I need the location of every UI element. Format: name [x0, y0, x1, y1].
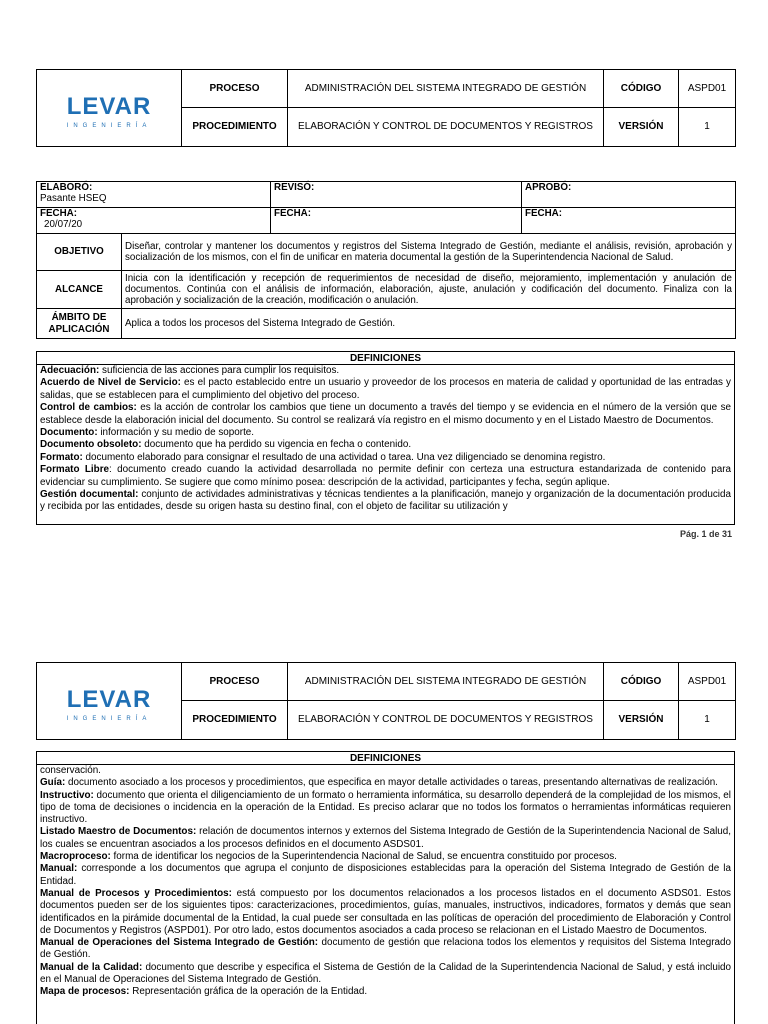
- codigo-value: ASPD01: [679, 70, 736, 108]
- version-label: VERSIÓN: [604, 701, 679, 739]
- page1-header-table: [36, 69, 736, 147]
- codigo-label: CÓDIGO: [604, 70, 679, 108]
- definition-text: relación de documentos internos y externos del Sistema Integrado de Gestión de la Superintendencia Nacional de Salud, los cuales se encuentran asociados a los procesos definidos en el documento ASDS01.: [40, 826, 732, 850]
- definition-text: documento de gestión que relaciona todos los elementos y requisitos del Sistema Integrado de Gestión.: [40, 937, 731, 961]
- definition-term: Instructivo:: [40, 789, 94, 801]
- definition-entry: [40, 365, 731, 377]
- ambito-label: ÁMBITO DE APLICACIÓN: [37, 309, 122, 339]
- definition-entry: [40, 427, 731, 439]
- definition-text: : documento creado cuando la actividad desarrollada no permite definir con certeza una estructura estandarizada de contenido para evidenciar su cumplimiento. Se sugiere que como mínimo posea: descripción de la actividad, participantes y fecha, según aplique.: [40, 464, 732, 488]
- definition-text: documento que describe y especifica el Sistema de Gestión de la Calidad de la Superintendencia Nacional de Salud, y está incluido en el Manual de Operaciones del Sistema Integrado de Gestión.: [40, 961, 731, 986]
- fecha-label: FECHA:: [40, 208, 78, 219]
- alcance-text: Inicia con la identificación y recepción de requerimientos de necesidad de diseño, mejoramiento, implementación y anulación de documentos. Continúa con el análisis de información, elaboración, ajuste, anulación y codificación del documento. Finaliza con la aprobación y socialización de la creación, modificación o anulación.: [122, 271, 736, 309]
- fecha-aprobo-label: FECHA:: [522, 208, 736, 234]
- definition-term: Control de cambios:: [40, 402, 137, 414]
- procedimiento-value: ELABORACIÓN Y CONTROL DE DOCUMENTOS Y REGISTROS: [288, 701, 604, 739]
- definition-entry: [40, 439, 731, 451]
- definition-entry: [40, 863, 731, 888]
- levar-logo-icon: [39, 663, 179, 735]
- fecha-reviso-label: FECHA:: [271, 208, 522, 234]
- proceso-value: ADMINISTRACIÓN DEL SISTEMA INTEGRADO DE GESTIÓN: [288, 663, 604, 701]
- proceso-label: PROCESO: [182, 70, 288, 108]
- definition-term: Mapa de procesos:: [40, 986, 130, 998]
- definition-term: Manual de Operaciones del Sistema Integrado de Gestión:: [40, 937, 319, 949]
- definition-term: Documento:: [40, 427, 98, 439]
- definition-entry: [40, 402, 731, 427]
- definition-entry: [40, 452, 731, 464]
- version-value: 1: [679, 108, 736, 146]
- reviso-label: REVISÓ:: [271, 182, 522, 208]
- definition-entry: [40, 851, 731, 863]
- definition-text: es el pacto establecido entre un usuario y proveedor de los procesos en materia de calidad y oportunidad de las entradas y salidas, que se establecen para el cumplimiento del objetivo del proceso.: [40, 377, 731, 401]
- definiciones-title-page2: DEFINICIONES: [37, 752, 734, 765]
- definition-entry: [40, 464, 731, 489]
- definition-entry: [40, 986, 731, 998]
- ambito-text: Aplica a todos los procesos del Sistema Integrado de Gestión.: [122, 309, 736, 339]
- definition-text: corresponde a los documentos que agrupa el conjunto de disposiciones establecidas para la operación del Sistema Integrado de Gestión de la Entidad.: [40, 863, 731, 887]
- elaboro-value: Pasante HSEQ: [40, 193, 107, 205]
- codigo-value: ASPD01: [679, 663, 736, 701]
- definition-term: Adecuación:: [40, 365, 100, 376]
- definition-text: forma de identificar los negocios de la Superintendencia Nacional de Salud, se encuentra constituido por procesos.: [110, 851, 617, 863]
- page1-definitions-box: [36, 351, 735, 525]
- definition-entry: [40, 489, 731, 514]
- proceso-value: ADMINISTRACIÓN DEL SISTEMA INTEGRADO DE GESTIÓN: [288, 70, 604, 108]
- page2-definitions-box: [36, 751, 735, 1024]
- definition-term: Manual:: [40, 863, 78, 875]
- codigo-label: CÓDIGO: [604, 663, 679, 701]
- logo-subtitle: INGENIERÍA: [66, 716, 152, 722]
- definiciones-title: DEFINICIONES: [37, 352, 734, 365]
- definition-term: Guía:: [40, 777, 66, 789]
- definition-term: Gestión documental:: [40, 489, 139, 501]
- procedimiento-value: ELABORACIÓN Y CONTROL DE DOCUMENTOS Y REGISTROS: [288, 108, 604, 146]
- definition-entry: [40, 790, 731, 827]
- definition-term: Macroproceso:: [40, 851, 111, 863]
- objetivo-label: OBJETIVO: [37, 234, 122, 271]
- proceso-label: PROCESO: [182, 663, 288, 701]
- definition-entry: [40, 377, 731, 402]
- page1-definitions-list: [37, 365, 734, 514]
- definition-text: Representación gráfica de la operación de la Entidad.: [129, 986, 368, 998]
- fecha-elaboro-cell: [37, 208, 271, 234]
- version-label: VERSIÓN: [604, 108, 679, 146]
- definition-entry: [40, 888, 731, 937]
- definition-entry: [40, 777, 731, 789]
- version-value: 1: [679, 701, 736, 739]
- definition-text: información y su medio de soporte.: [97, 427, 255, 439]
- definition-term: Listado Maestro de Documentos:: [40, 826, 197, 838]
- logo-wordmark: LEVAR: [66, 93, 152, 120]
- definition-text: conjunto de actividades administrativas y técnicas tendientes a la planificación, manejo y organización de la documentación producida y recibida por las entidades, desde su origen hasta su destino final, con el objeto de facilitar su utilización y: [40, 489, 731, 513]
- levar-logo-icon: [39, 70, 179, 142]
- continuation-text: conservación.: [40, 765, 101, 776]
- elaboro-cell: [37, 182, 271, 208]
- page-number: Pág. 1 de 31: [679, 529, 732, 539]
- definition-term: Formato:: [40, 451, 83, 463]
- definition-text: documento elaborado para consignar el resultado de una actividad o tarea. Una vez diligenciado se denomina registro.: [82, 451, 606, 463]
- definition-entry: [40, 937, 731, 962]
- definition-term: Manual de la Calidad:: [40, 961, 143, 973]
- definition-term: Manual de Procesos y Procedimientos:: [40, 887, 232, 899]
- definition-text: documento que ha perdido su vigencia en fecha o contenido.: [141, 439, 412, 451]
- definition-text: es la acción de controlar los cambios que tiene un documento a través del tiempo y se evidencia en el número de la versión que se establece desde la elaboración inicial del documento. Su control se realizará vía registro en el mismo documento y en el Listado Maestro de Documentos.: [40, 402, 731, 426]
- elaboro-label: ELABORÓ:: [40, 182, 93, 193]
- definition-text: está compuesto por los documentos relacionados a los procesos listados en el documento ASDS01. Estos documentos pueden ser de los siguientes tipos: caracterizaciones, procedimientos, guías, manuales, instructivos, indicadores, formatos y demás que sean identificados en la pirámide documental de la Entidad, la cual puede ser consultada en las políticas de operación del procedimiento de Elaboración y Control de Documentos y Registros (ASPD01). Por otro lado, estos documentos asociados a cada proceso se relacionan en el Listado Maestro de Documentos.: [40, 887, 731, 936]
- objetivo-text: Diseñar, controlar y mantener los documentos y registros del Sistema Integrado de Gestión, mediante el análisis, revisión, aprobación y socialización de los mismos, con el fin de unificar en materia documental la gestión de la Superintendencia Nacional de Salud.: [122, 234, 736, 271]
- company-logo-page2: [37, 663, 182, 740]
- definition-entry: [40, 826, 731, 851]
- procedimiento-label: PROCEDIMIENTO: [182, 701, 288, 739]
- page2-definitions-list: [37, 765, 734, 999]
- aprobo-label: APROBÓ:: [522, 182, 736, 208]
- logo-subtitle: INGENIERÍA: [66, 123, 152, 129]
- company-logo: [37, 70, 182, 147]
- procedimiento-label: PROCEDIMIENTO: [182, 108, 288, 146]
- definition-text: documento que orienta el diligenciamiento de un formato o herramienta informática, su desarrollo dependerá de la complejidad de los mismos, el tipo de toma de decisiones o incidencia en la operación de la Entidad. Es preciso aclarar que no todos los formatos o herramientas informáticas requieren instructivo.: [40, 789, 731, 826]
- definition-term: Documento obsoleto:: [40, 439, 142, 451]
- page2-header-table: [36, 662, 736, 740]
- definition-term: Acuerdo de Nivel de Servicio:: [40, 377, 181, 389]
- document-info-table: [36, 181, 736, 339]
- alcance-label: ALCANCE: [37, 271, 122, 309]
- definition-text: documento asociado a los procesos y procedimientos, que especifica en mayor detalle actividades o tareas, presentando alternativas de realización.: [65, 777, 718, 789]
- definition-entry: [40, 962, 731, 987]
- fecha-value: 20/07/20: [44, 219, 83, 231]
- definition-term: Formato Libre: [40, 464, 110, 476]
- logo-wordmark: LEVAR: [66, 686, 152, 713]
- definition-text: suficiencia de las acciones para cumplir los requisitos.: [99, 365, 340, 376]
